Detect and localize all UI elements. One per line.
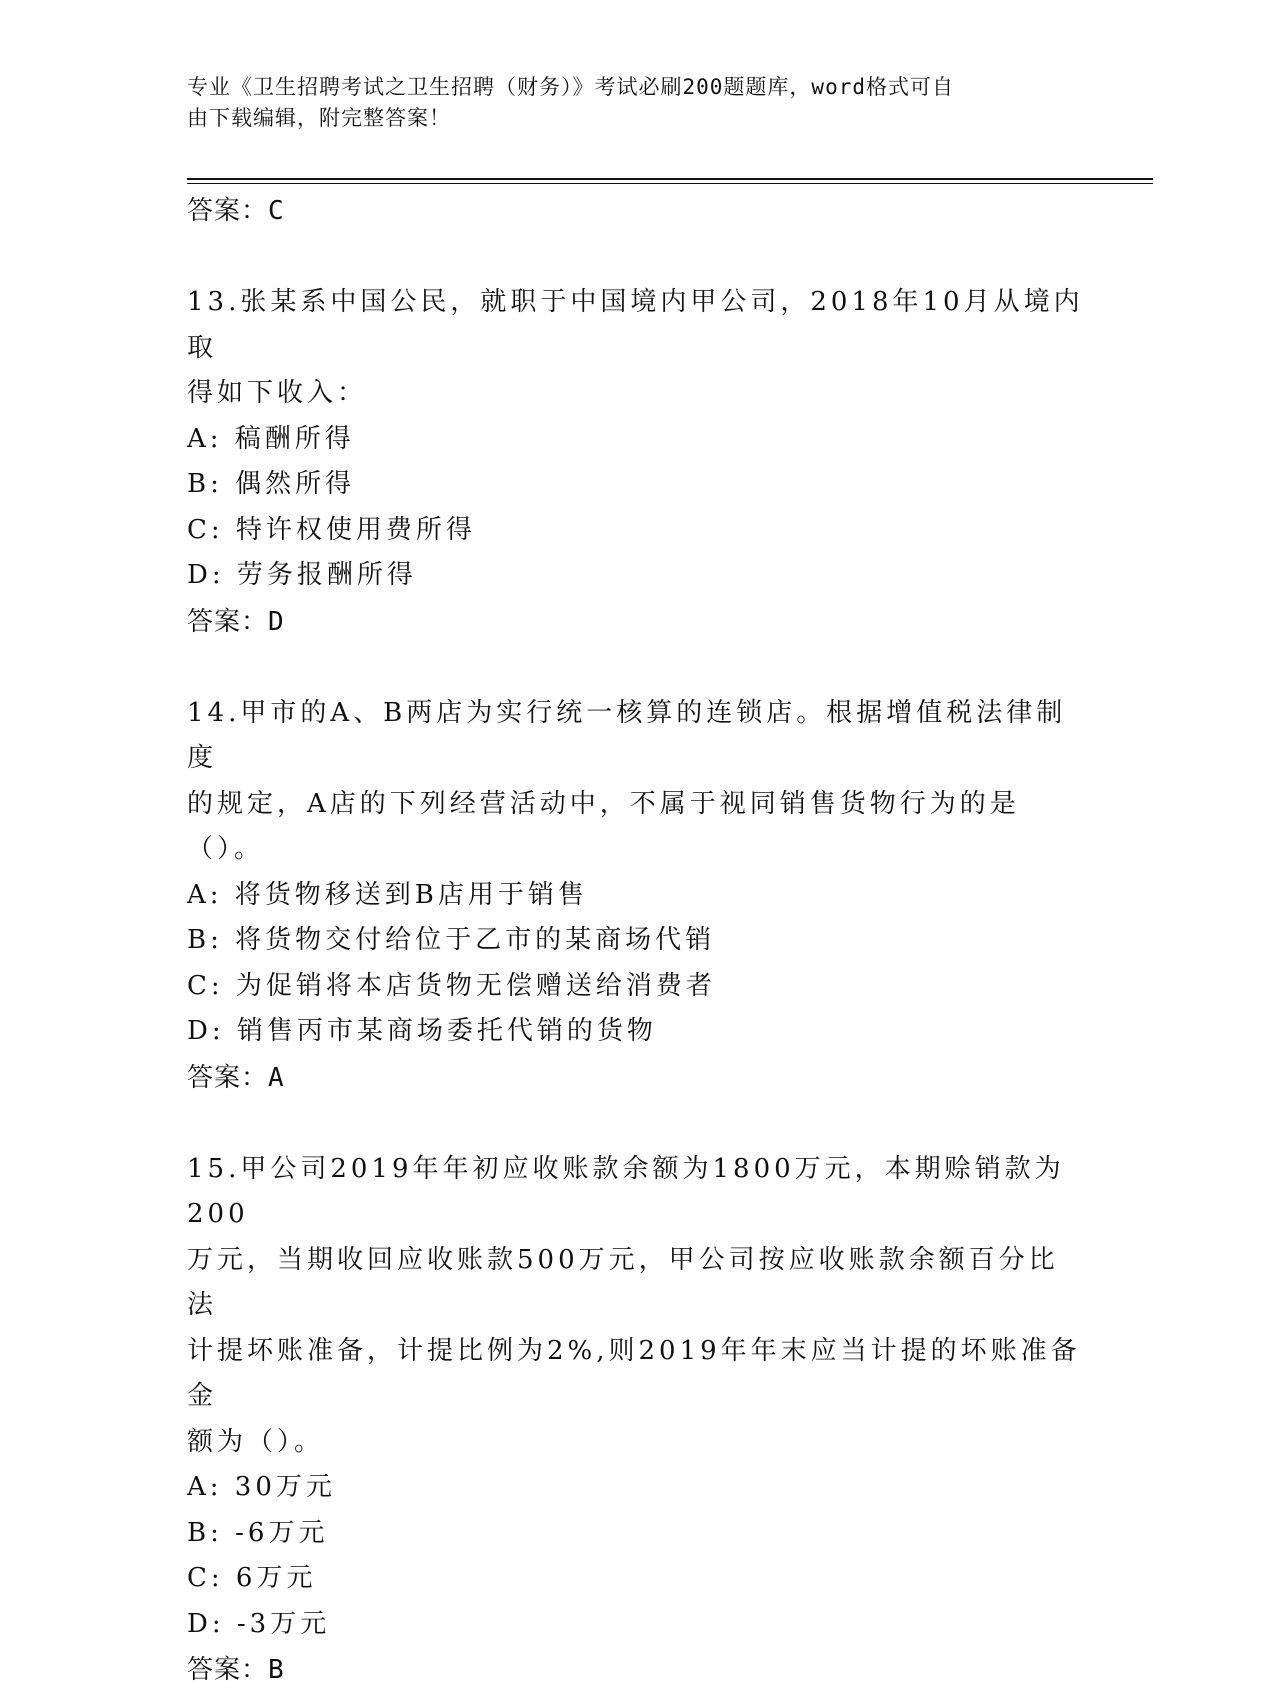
option-a: A: 将货物移送到B店用于销售 — [187, 873, 1087, 919]
header-divider-thin — [187, 183, 1153, 184]
header-line-2: 由下载编辑，附完整答案！ — [187, 103, 1067, 134]
option-c: C: 6万元 — [187, 1556, 1087, 1602]
answer-label: 答案： — [187, 1063, 268, 1093]
question-stem-line: 15.甲公司2019年年初应收账款余额为1800万元，本期赊销款为200 — [187, 1147, 1087, 1238]
answer-value: B — [268, 1655, 285, 1685]
question-stem-line: 计提坏账准备，计提比例为2%,则2019年年末应当计提的坏账准备金 — [187, 1329, 1087, 1420]
option-c: C: 为促销将本店货物无偿赠送给消费者 — [187, 964, 1087, 1010]
answer-label: 答案： — [187, 1655, 268, 1685]
option-b: B: -6万元 — [187, 1511, 1087, 1557]
question-stem-line: 额为（）。 — [187, 1420, 1087, 1466]
option-d: D: 销售丙市某商场委托代销的货物 — [187, 1009, 1087, 1055]
question-stem-line: 13.张某系中国公民，就职于中国境内甲公司，2018年10月从境内取 — [187, 280, 1087, 371]
document-header — [187, 72, 1067, 134]
answer-line — [187, 188, 1087, 234]
answer-line — [187, 599, 1087, 645]
answer-value: A — [268, 1063, 285, 1093]
question-stem-line: 万元，当期收回应收账款500万元，甲公司按应收账款余额百分比法 — [187, 1238, 1087, 1329]
question-stem-line: 14.甲市的A、B两店为实行统一核算的连锁店。根据增值税法律制度 — [187, 691, 1087, 782]
document-content — [187, 188, 1087, 1693]
header-divider-thick — [187, 178, 1153, 180]
question-stem-line: 得如下收入： — [187, 371, 1087, 417]
option-b: B: 偶然所得 — [187, 462, 1087, 508]
header-line-1: 专业《卫生招聘考试之卫生招聘（财务）》考试必刷200题题库，word格式可自 — [187, 72, 1067, 103]
answer-label: 答案： — [187, 196, 268, 226]
question-15 — [187, 1147, 1087, 1693]
answer-label: 答案： — [187, 607, 268, 637]
option-b: B: 将货物交付给位于乙市的某商场代销 — [187, 918, 1087, 964]
option-d: D: -3万元 — [187, 1602, 1087, 1648]
answer-value: C — [268, 196, 285, 226]
option-d: D: 劳务报酬所得 — [187, 553, 1087, 599]
answer-line — [187, 1647, 1087, 1693]
option-a: A: 稿酬所得 — [187, 417, 1087, 463]
question-stem-line: 的规定，A店的下列经营活动中，不属于视同销售货物行为的是（）。 — [187, 782, 1087, 873]
question-13 — [187, 280, 1087, 645]
option-a: A: 30万元 — [187, 1465, 1087, 1511]
answer-value: D — [268, 607, 285, 637]
option-c: C: 特许权使用费所得 — [187, 508, 1087, 554]
question-14 — [187, 691, 1087, 1101]
answer-line — [187, 1055, 1087, 1101]
